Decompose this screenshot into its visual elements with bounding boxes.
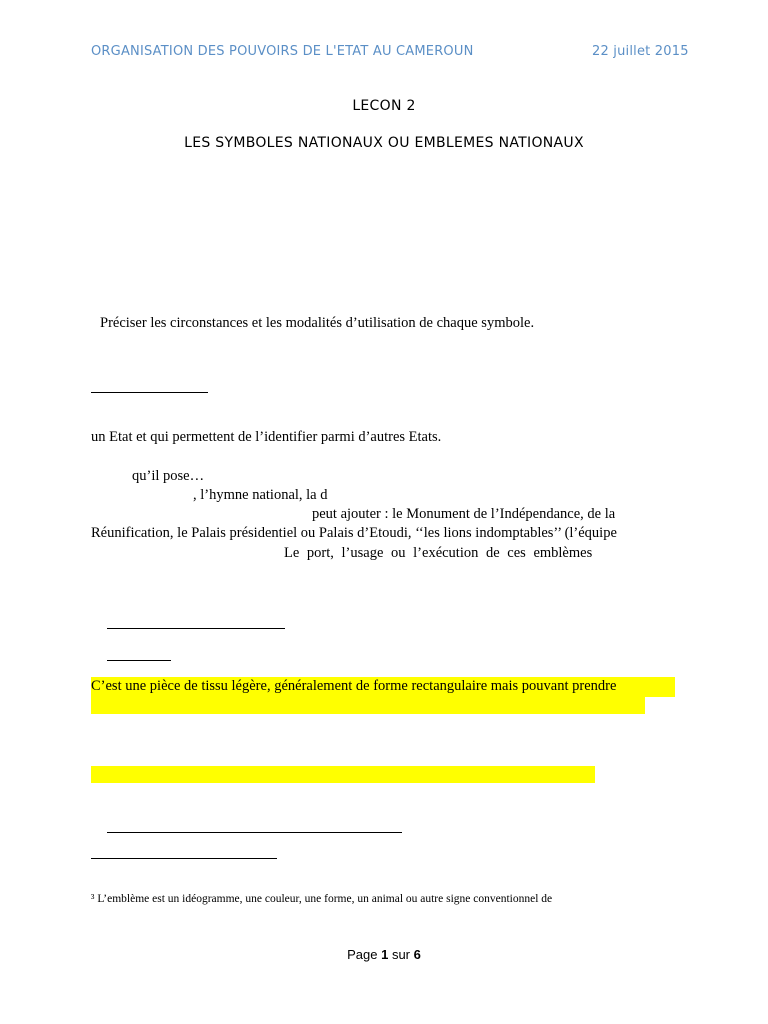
footnote-mark: ³ (91, 893, 95, 905)
flag-definition-text: C’est une pièce de tissu légère, généralement de forme rectangulaire mais pouvant prendre (91, 678, 617, 694)
running-header-date: 22 juillet 2015 (592, 44, 689, 59)
paragraph-line-1 (91, 429, 509, 446)
lesson-number: LECON 2 (352, 98, 416, 114)
page-label: Page (347, 947, 382, 962)
paragraph-line-5: Réunification, le Palais présidentiel ou Palais d’Etoudi, ‘‘les lions indomptables’’ (l’équipe (91, 525, 617, 541)
paragraph-line-2: qu’il pose… (132, 468, 205, 484)
section-heading-underline (107, 832, 402, 833)
paragraph-line-3: , l’hymne national, la d (193, 487, 328, 503)
page-number (0, 947, 768, 962)
objective-text: Préciser les circonstances et les modalités d’utilisation de chaque symbole. (100, 315, 535, 331)
paragraph-line-4: peut ajouter : le Monument de l’Indépendance, de la (312, 506, 616, 522)
heading-underline (91, 858, 277, 859)
running-header-title: ORGANISATION DES POUVOIRS DE L'ETAT AU CAMEROUN (91, 44, 474, 59)
subsection-heading-underline (107, 660, 171, 661)
paragraph-text: un Etat et qui permettent de l’identifier parmi d’autres Etats. (91, 429, 442, 445)
section-heading-underline (107, 628, 285, 629)
heading-underline (91, 392, 208, 393)
paragraph-line-6: Le port, l’usage ou l’exécution de ces emblèmes (284, 545, 593, 561)
highlight-band (91, 766, 595, 783)
footnote (91, 893, 552, 905)
page-sur: sur (388, 947, 414, 962)
lesson-title: LES SYMBOLES NATIONAUX OU EMBLEMES NATIONAUX (184, 135, 584, 151)
highlight-band (91, 697, 645, 714)
footnote-text: L’emblème est un idéogramme, une couleur, une forme, un animal ou autre signe conventionnel de (97, 893, 553, 905)
page-total: 6 (413, 947, 421, 962)
page-current: 1 (381, 947, 389, 962)
